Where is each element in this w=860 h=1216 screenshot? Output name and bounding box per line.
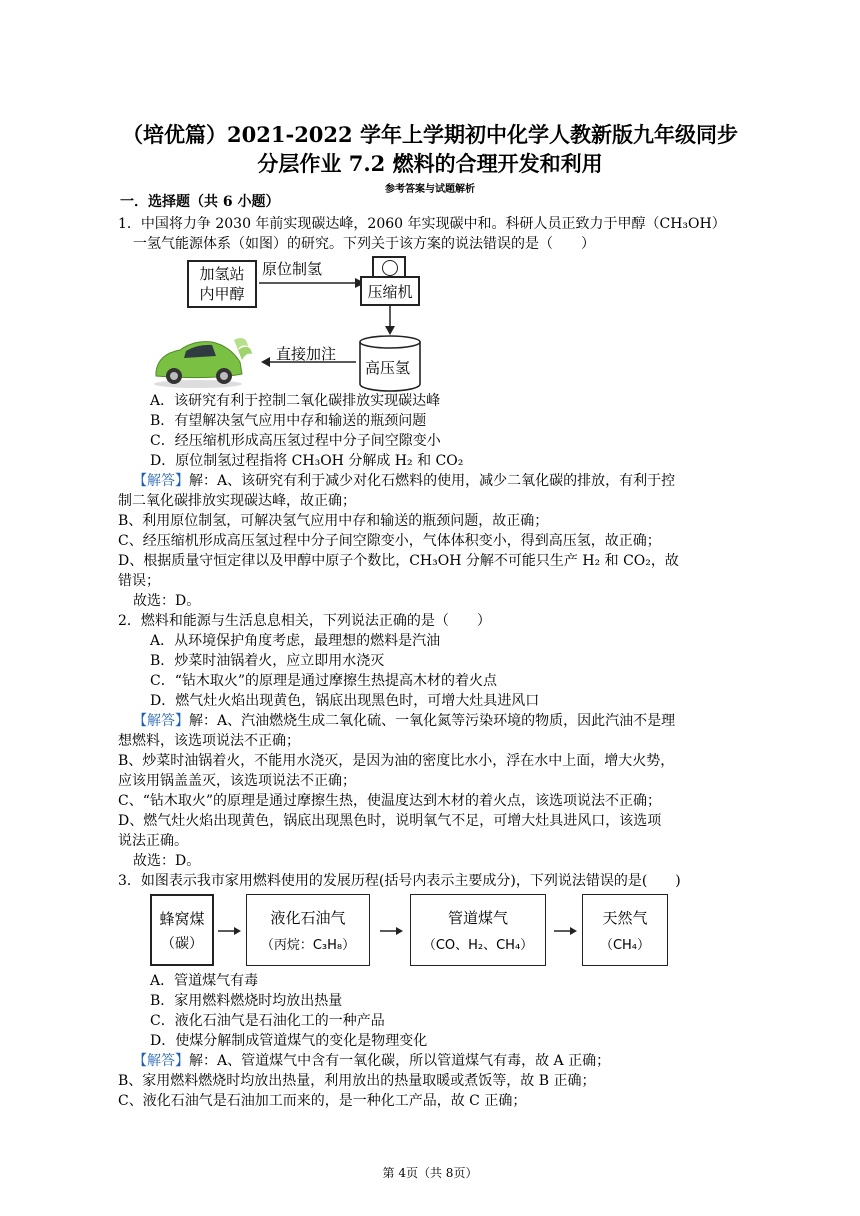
q2-option-b: B．炒菜时油锅着火，应立即用水浇灭 xyxy=(150,653,385,669)
fuel-formula: （碳） xyxy=(161,935,203,952)
page-subtitle: 参考答案与试题解析 xyxy=(385,184,475,195)
page-footer: 第 4页（共 8页） xyxy=(382,1166,478,1180)
arrow-right-icon xyxy=(376,925,406,937)
q1-answer-5: D、根据质量守恒定律以及甲醇中原子个数比，CH₃OH 分解不可能只生产 H₂ 和 CO₂，故 xyxy=(118,553,679,569)
section-heading: 一．选择题（共 6 小题） xyxy=(120,194,280,210)
q2-answer-4: 应该用锅盖盖灭，该选项说法不正确； xyxy=(118,773,356,789)
answer-tag: 【解答】 xyxy=(133,473,189,489)
arrow-right-icon xyxy=(218,925,242,937)
fuel-box-town-gas xyxy=(410,894,546,966)
fuel-formula: （CO、H₂、CH₄） xyxy=(422,938,534,953)
q3-option-d: D．使煤分解制成管道煤气的变化是物理变化 xyxy=(150,1033,428,1049)
q2-answer-3: B、炒菜时油锅着火，不能用水浇灭，是因为油的密度比水小，浮在水中上面，增大火势， xyxy=(118,753,675,769)
tank-label: 高压氢 xyxy=(365,359,411,377)
q2-answer-1 xyxy=(133,711,675,731)
q3-answer-1 xyxy=(133,1051,610,1071)
q2-answer-5: C、“钻木取火”的原理是通过摩擦生热，使温度达到木材的着火点，该选项说法不正确； xyxy=(118,793,662,809)
q3-answer-2: B、家用燃料燃烧时均放出热量，利用放出的热量取暖或煮饭等，故 B 正确； xyxy=(118,1073,596,1089)
q1-option-d: D．原位制氢过程指将 CH₃OH 分解成 H₂ 和 CO₂ xyxy=(150,453,464,469)
q2-answer-6: D、燃气灶火焰出现黄色，锅底出现黑色时，说明氧气不足，可增大灶具进风口，该选项 xyxy=(118,813,662,829)
answer-tag: 【解答】 xyxy=(133,1053,189,1069)
q2-option-d: D．燃气灶火焰出现黄色，锅底出现黑色时，可增大灶具进风口 xyxy=(150,693,540,709)
q1-answer-1 xyxy=(133,471,675,491)
page-title-line-2: 分层作业 7.2 燃料的合理开发和利用 xyxy=(257,151,603,176)
page-title-line-1: （培优篇）2021-2022 学年上学期初中化学人教新版九年级同步 xyxy=(122,122,738,147)
car-icon xyxy=(150,332,254,390)
q1-answer-4: C、经压缩机形成高压氢过程中分子间空隙变小，气体体积变小，得到高压氢，故正确； xyxy=(118,533,661,549)
q3-option-b: B．家用燃料燃烧时均放出热量 xyxy=(150,993,343,1009)
q1-answer-6: 错误； xyxy=(118,573,160,589)
compressor-box: 压缩机 xyxy=(360,276,420,306)
q3-stem: 3．如图表示我市家用燃料使用的发展历程(括号内表示主要成分)，下列说法错误的是( ) xyxy=(118,873,681,889)
q1-stem-1: 1．中国将力争 2030 年前实现碳达峰，2060 年实现碳中和。科研人员正致力于甲醇（CH₃OH） xyxy=(118,216,726,232)
fuel-formula: （丙烷：C₃H₈） xyxy=(260,938,356,953)
q2-answer-7: 说法正确。 xyxy=(118,833,188,849)
q1-answer-2: 制二氧化碳排放实现碳达峰，故正确； xyxy=(118,493,356,509)
in-situ-hydrogen-label: 原位制氢 xyxy=(262,260,323,278)
compressor-top xyxy=(372,256,406,278)
answer-tag: 【解答】 xyxy=(133,713,189,729)
q1-answer-3: B、利用原位制氢，可解决氢气应用中存和输送的瓶颈问题，故正确； xyxy=(118,513,549,529)
fuel-name: 蜂窝煤 xyxy=(159,909,205,928)
fuel-name: 管道煤气 xyxy=(447,909,508,927)
direct-fill-label: 直接加注 xyxy=(276,345,337,363)
q2-option-a: A．从环境保护角度考虑，最理想的燃料是汽油 xyxy=(150,633,441,649)
q1-option-a: A．该研究有利于控制二氧化碳排放实现碳达峰 xyxy=(150,393,441,409)
arrow-left-icon xyxy=(260,352,358,372)
q1-choice: 故选：D。 xyxy=(133,593,201,609)
arrow-down-icon xyxy=(380,306,400,336)
q2-choice: 故选：D。 xyxy=(133,853,201,869)
q2-option-c: C．“钻木取火”的原理是通过摩擦生热提高木材的着火点 xyxy=(150,673,498,689)
gauge-icon xyxy=(382,260,398,276)
q1-answer-text: 解：A、该研究有利于减少对化石燃料的使用，减少二氧化碳的排放，有利于控 xyxy=(189,473,676,489)
q3-answer-text: 解：A、管道煤气中含有一氧化碳，所以管道煤气有毒，故 A 正确； xyxy=(189,1053,611,1069)
fuel-box-honeycomb-coal xyxy=(150,894,214,966)
fuel-formula: （CH₄） xyxy=(599,938,651,953)
q3-option-c: C．液化石油气是石油化工的一种产品 xyxy=(150,1013,385,1029)
fuel-history-diagram xyxy=(150,891,690,971)
fuel-box-lpg xyxy=(246,894,370,966)
fuel-name: 液化石油气 xyxy=(270,909,346,927)
fuel-name: 天然气 xyxy=(602,909,648,927)
q2-answer-text: 解：A、汽油燃烧生成二氧化硫、一氧化氮等污染环境的物质，因此汽油不是理 xyxy=(189,713,676,729)
q2-stem: 2．燃料和能源与生活息息相关，下列说法正确的是（ ） xyxy=(118,613,491,629)
q3-answer-3: C、液化石油气是石油加工而来的，是一种化工产品，故 C 正确； xyxy=(118,1093,527,1109)
q3-option-a: A．管道煤气有毒 xyxy=(150,973,259,989)
fuel-box-natural-gas xyxy=(582,894,668,966)
station-methanol-box: 加氢站 内甲醇 xyxy=(187,260,257,308)
q1-option-b: B．有望解决氢气应用中存和输送的瓶颈问题 xyxy=(150,413,427,429)
q1-stem-2: 一氢气能源体系（如图）的研究。下列关于该方案的说法错误的是（ ） xyxy=(133,236,595,252)
arrow-right-icon xyxy=(552,925,582,937)
q2-answer-2: 想燃料，该选项说法不正确； xyxy=(118,733,300,749)
arrow-right-icon xyxy=(257,256,367,316)
hydrogen-system-diagram xyxy=(150,256,450,392)
q1-option-c: C．经压缩机形成高压氢过程中分子间空隙变小 xyxy=(150,433,441,449)
